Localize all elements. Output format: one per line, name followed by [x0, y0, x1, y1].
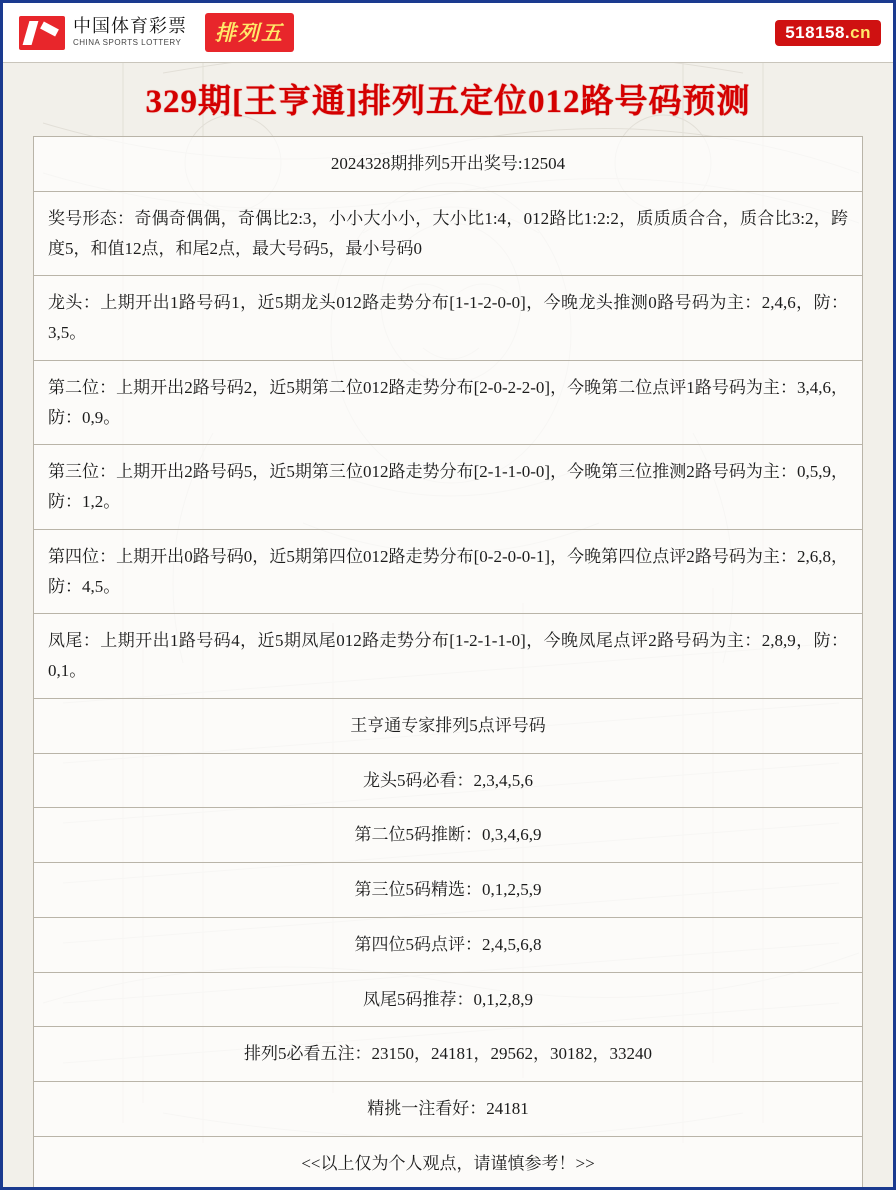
draw-result-text: 2024328期排列5开出奖号:12504 [34, 137, 863, 192]
analysis-position-2: 第二位：上期开出2路号码2，近5期第二位012路走势分布[2-0-2-2-0]，今晚第二位点评1路号码为主：3,4,6，防：0,9。 [34, 360, 863, 445]
table-row [34, 1027, 863, 1082]
expert-row-longtou: 龙头5码必看：2,3,4,5,6 [34, 753, 863, 808]
site-watermark-name: 518158. [785, 22, 851, 42]
table-row [34, 614, 863, 699]
expert-row-position-4: 第四位5码点评：2,4,5,6,8 [34, 917, 863, 972]
analysis-longtou: 龙头：上期开出1路号码1，近5期龙头012路走势分布[1-1-2-0-0]，今晚龙头推测0路号码为主：2,4,6，防：3,5。 [34, 276, 863, 361]
game-badge: 排列五 [205, 13, 294, 52]
table-row [34, 360, 863, 445]
expert-row-position-3: 第三位5码精选：0,1,2,5,9 [34, 863, 863, 918]
table-row [34, 808, 863, 863]
table-row [34, 1082, 863, 1137]
expert-row-five-bets: 排列5必看五注：23150，24181，29562，30182，33240 [34, 1027, 863, 1082]
table-row [34, 698, 863, 753]
expert-heading: 王亨通专家排列5点评号码 [34, 698, 863, 753]
page-content [3, 3, 893, 1190]
expert-row-single-bet: 精挑一注看好：24181 [34, 1082, 863, 1137]
table-row [34, 863, 863, 918]
brand-name-en: CHINA SPORTS LOTTERY [73, 38, 182, 47]
expert-row-position-2: 第二位5码推断：0,3,4,6,9 [34, 808, 863, 863]
table-row [34, 753, 863, 808]
analysis-position-3: 第三位：上期开出2路号码5，近5期第三位012路走势分布[2-1-1-0-0]，今晚第三位推测2路号码为主：0,5,9，防：1,2。 [34, 445, 863, 530]
analysis-position-4: 第四位：上期开出0路号码0，近5期第四位012路走势分布[0-2-0-0-1]，今晚第四位点评2路号码为主：2,6,8，防：4,5。 [34, 529, 863, 614]
table-row [34, 972, 863, 1027]
analysis-shape: 奖号形态：奇偶奇偶偶，奇偶比2:3，小小大小小，大小比1:4，012路比1:2:2，质质质合合，质合比3:2，跨度5，和值12点，和尾2点，最大号码5，最小号码0 [34, 191, 863, 276]
table-row [34, 445, 863, 530]
disclaimer-note: <<以上仅为个人观点，请谨慎参考！>> [34, 1136, 863, 1190]
table-row [34, 137, 863, 192]
table-row [34, 191, 863, 276]
brand-block [19, 13, 294, 52]
brand-text [73, 17, 187, 48]
prediction-table [33, 136, 863, 1190]
analysis-fengwei: 凤尾：上期开出1路号码4，近5期凤尾012路走势分布[1-2-1-1-0]，今晚凤尾点评2路号码为主：2,8,9，防：0,1。 [34, 614, 863, 699]
brand-name-cn: 中国体育彩票 [73, 16, 187, 37]
site-header [3, 3, 893, 63]
expert-row-fengwei: 凤尾5码推荐：0,1,2,8,9 [34, 972, 863, 1027]
page-title: 329期[王亨通]排列五定位012路号码预测 [145, 84, 751, 120]
table-row [34, 917, 863, 972]
site-watermark [775, 20, 881, 46]
table-row [34, 529, 863, 614]
site-watermark-domain: cn [850, 22, 871, 42]
table-row [34, 1136, 863, 1190]
table-row [34, 276, 863, 361]
sports-lottery-logo-icon [19, 16, 65, 50]
